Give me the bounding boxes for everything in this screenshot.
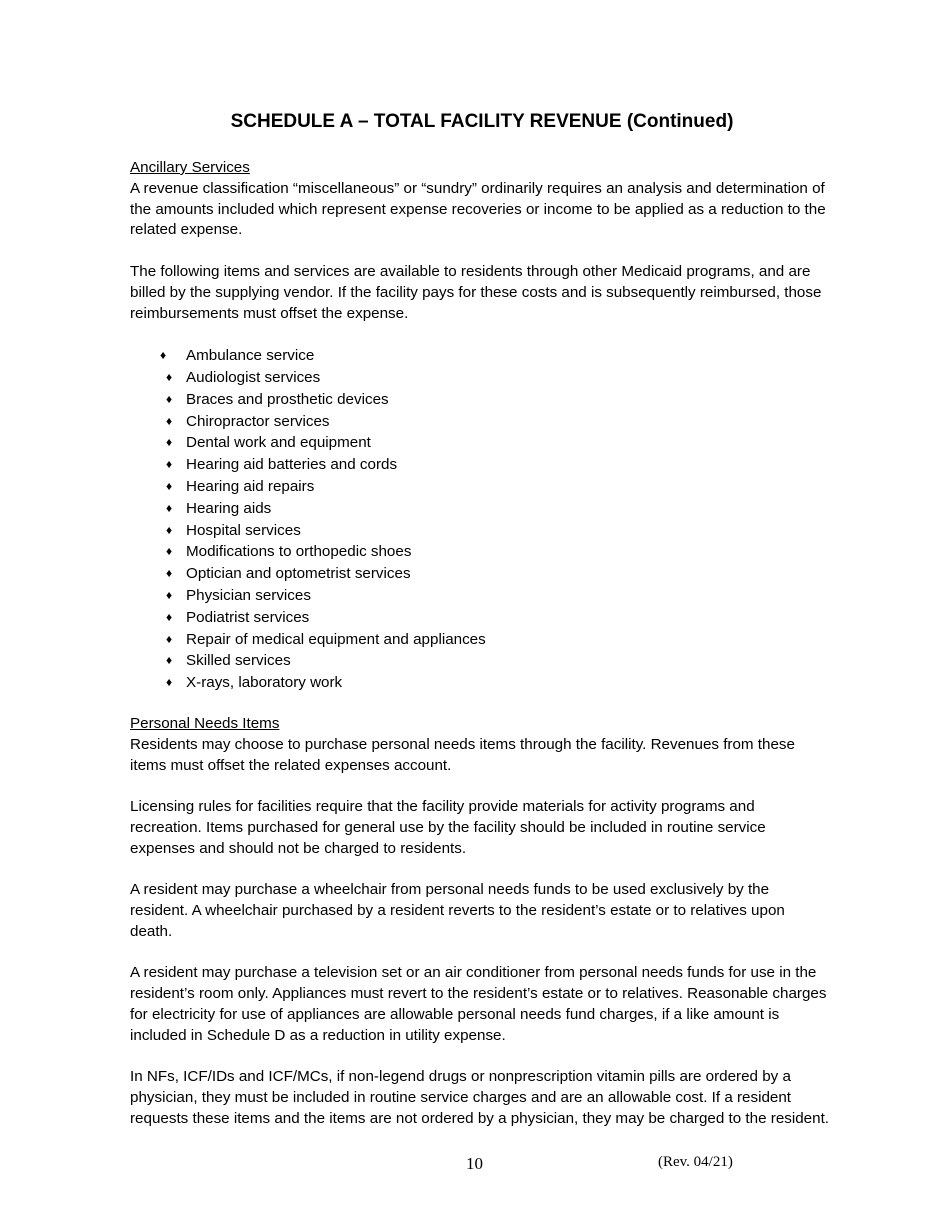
ancillary-paragraph-1: A revenue classification “miscellaneous” or “sundry” ordinarily requires an analysis and determination of the amounts included which represent expense recoveries or income to be applied as a reduction to the related expense.: [130, 179, 826, 239]
diamond-bullet-icon: ♦: [160, 348, 167, 363]
list-item: [130, 498, 830, 520]
list-item-label: Modifications to orthopedic shoes: [186, 543, 412, 561]
ancillary-heading: Ancillary Services: [130, 159, 250, 176]
list-item-label: Dental work and equipment: [186, 434, 371, 452]
list-item-label: Podiatrist services: [186, 608, 310, 626]
diamond-bullet-icon: ♦: [166, 391, 173, 406]
services-bullet-list: [130, 345, 830, 694]
personal-needs-paragraph-4: A resident may purchase a television set or an air conditioner from personal needs funds for use in the resident’s room only. Appliances must revert to the resident’s estate or to relatives. Reasonable charges for electricity for use of appliances are allowable personal needs fund charges, if a like amount is included in Schedule D as a reduction in utility expense.: [130, 964, 827, 1044]
list-item: [130, 411, 830, 433]
list-item-label: Hospital services: [186, 521, 301, 539]
diamond-bullet-icon: ♦: [166, 675, 173, 690]
personal-needs-paragraph-5: In NFs, ICF/IDs and ICF/MCs, if non-legend drugs or nonprescription vitamin pills are ordered by a physician, they must be included in routine service charges and are an allowable cost. If a resident requests these items and the items are not ordered by a physician, they may be charged to the resident.: [130, 1068, 830, 1128]
personal-needs-paragraph-3: A resident may purchase a wheelchair from personal needs funds to be used exclusively by the resident. A wheelchair purchased by a resident reverts to the resident’s estate or to relatives upon death.: [130, 881, 785, 940]
list-item: [130, 345, 830, 367]
list-item-label: Braces and prosthetic devices: [186, 390, 389, 408]
diamond-bullet-icon: ♦: [166, 544, 173, 559]
diamond-bullet-icon: ♦: [166, 413, 173, 428]
page-content: [130, 158, 830, 1151]
list-item: [130, 367, 830, 389]
diamond-bullet-icon: ♦: [166, 609, 173, 624]
list-item-label: Optician and optometrist services: [186, 565, 411, 583]
page-title: SCHEDULE A – TOTAL FACILITY REVENUE (Continued): [230, 111, 734, 132]
list-item-label: Repair of medical equipment and appliances: [186, 630, 486, 648]
revision-label: (Rev. 04/21): [658, 1154, 733, 1170]
personal-needs-paragraph-1: Residents may choose to purchase personal needs items through the facility. Revenues from these items must offset the related expenses account.: [130, 735, 795, 774]
diamond-bullet-icon: ♦: [166, 478, 173, 493]
list-item-label: Audiologist services: [186, 368, 321, 386]
list-item-label: X-rays, laboratory work: [186, 674, 343, 692]
list-item: [130, 454, 830, 476]
diamond-bullet-icon: ♦: [166, 435, 173, 450]
list-item: [130, 585, 830, 607]
list-item: [130, 432, 830, 454]
list-item: [130, 607, 830, 629]
list-item: [130, 476, 830, 498]
diamond-bullet-icon: ♦: [166, 500, 173, 515]
list-item-label: Skilled services: [186, 652, 291, 670]
list-item-label: Hearing aid repairs: [186, 477, 315, 495]
diamond-bullet-icon: ♦: [166, 631, 173, 646]
diamond-bullet-icon: ♦: [166, 369, 173, 384]
list-item: [130, 629, 830, 651]
list-item: [130, 389, 830, 411]
list-item: [130, 650, 830, 672]
diamond-bullet-icon: ♦: [166, 522, 173, 537]
list-item-label: Chiropractor services: [186, 412, 330, 430]
diamond-bullet-icon: ♦: [166, 653, 173, 668]
diamond-bullet-icon: ♦: [166, 566, 173, 581]
ancillary-paragraph-2: The following items and services are available to residents through other Medicaid programs, and are billed by the supplying vendor. If the facility pays for these costs and is subsequently reimbursed, those reimbursements must offset the expense.: [130, 262, 822, 322]
list-item: [130, 563, 830, 585]
list-item: [130, 520, 830, 542]
personal-needs-paragraph-2: Licensing rules for facilities require that the facility provide materials for activity programs and recreation. Items purchased for general use by the facility should be included in routine service expenses and should not be charged to residents.: [130, 798, 766, 857]
page-number: 10: [466, 1154, 483, 1173]
list-item: [130, 672, 830, 694]
list-item-label: Hearing aids: [186, 499, 272, 517]
list-item-label: Ambulance service: [186, 347, 315, 365]
list-item-label: Hearing aid batteries and cords: [186, 456, 398, 474]
list-item: [130, 541, 830, 563]
diamond-bullet-icon: ♦: [166, 587, 173, 602]
personal-needs-heading: Personal Needs Items: [130, 714, 280, 732]
list-item-label: Physician services: [186, 586, 311, 604]
diamond-bullet-icon: ♦: [166, 457, 173, 472]
